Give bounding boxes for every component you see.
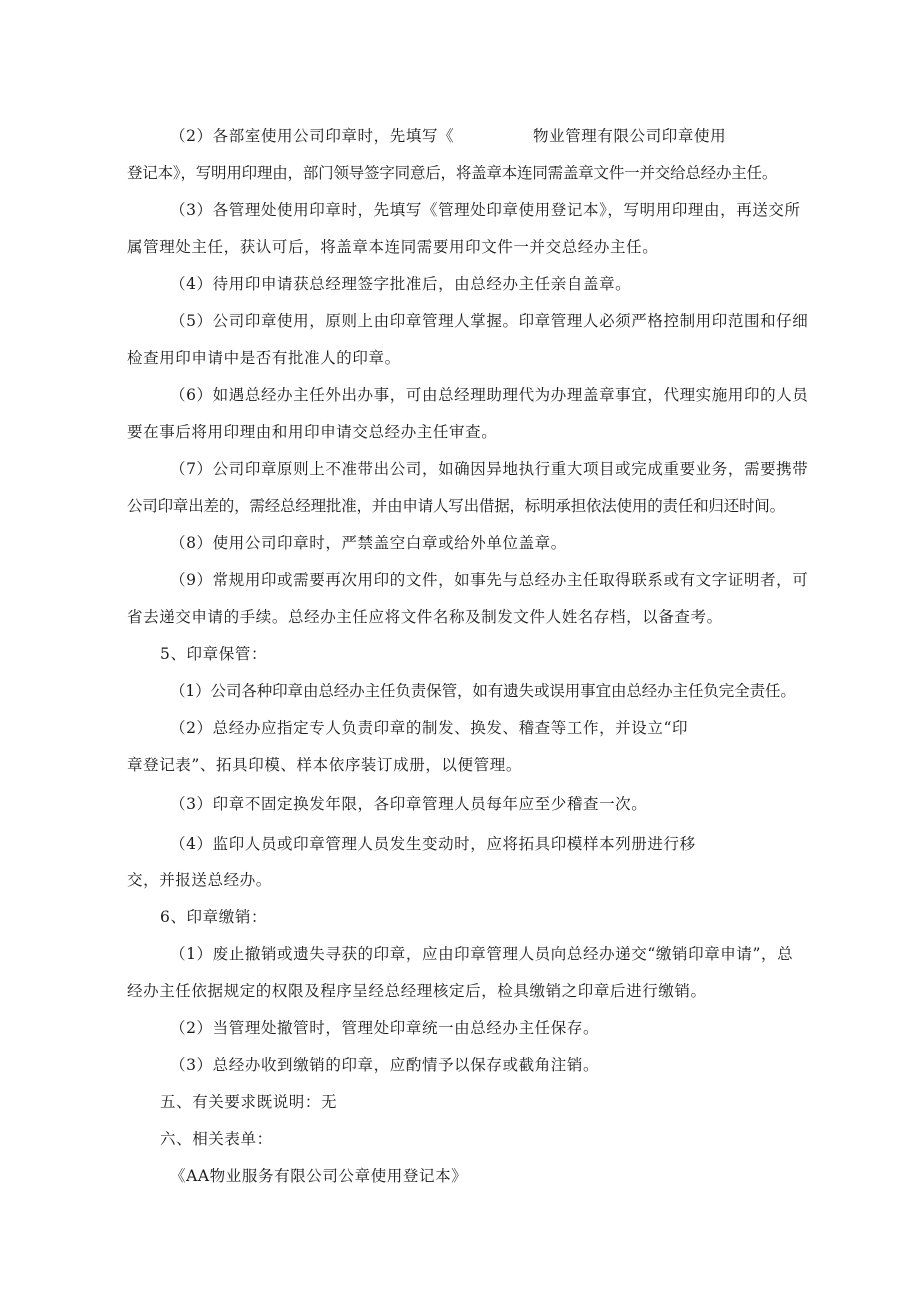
s6-para-1-line-2: 经办主任依据规定的权限及程序呈经总经理核定后，检具缴销之印章后进行缴销。 [127,982,707,1000]
para-8-line-1: （8）使用公司印章时，严禁盖空白章或给外单位盖章。 [170,534,567,552]
section-5-heading: 5、印章保管： [160,645,268,663]
s6-para-2-line-1: （2）当管理处撤管时，管理处印章统一由总经办主任保存。 [170,1019,600,1037]
para-6-line-2: 要在事后将用印理由和用印申请交总经办主任审查。 [127,423,498,441]
para-2-line-1b: 物业管理有限公司印章使用 [533,127,727,145]
para-5-line-1: （5）公司印章使用，原则上由印章管理人掌握。印章管理人必须严格控制用印范围和仔细 [170,312,809,330]
para-3-line-1: （3）各管理处使用印章时，先填写《管理处印章使用登记本》，写明用印理由，再送交所 [170,201,801,219]
s5-para-4-line-1: （4）监印人员或印章管理人员发生变动时，应将拓具印模样本列册进行移 [170,835,696,853]
section-five-heading: 五、有关要求既说明：无 [160,1093,338,1111]
para-2-line-1a: （2）各部室使用公司印章时，先填写《 [170,127,455,145]
para-9-line-1: （9）常规用印或需要再次用印的文件，如事先与总经办主任取得联系或有文字证明者，可 [170,571,809,589]
para-6-line-1: （6）如遇总经办主任外出办事，可由总经理助理代为办理盖章事宜，代理实施用印的人员 [170,386,809,404]
para-9-line-2: 省去递交申请的手续。总经办主任应将文件名称及制发文件人姓名存档，以备查考。 [127,608,723,626]
para-7-line-1: （7）公司印章原则上不准带出公司，如确因异地执行重大项目或完成重要业务，需要携带 [170,460,809,478]
s5-para-4-line-2: 交，并报送总经办。 [127,871,272,889]
s5-para-2-line-2: 章登记表”、拓具印模、样本依序装订成册，以便管理。 [127,756,522,774]
para-4-line-1: （4）待用印申请获总经理签字批准后，由总经办主任亲自盖章。 [170,275,632,293]
section-6-heading: 6、印章缴销： [160,908,268,926]
para-7-line-2: 公司印章出差的，需经总经理批准，并由申请人写出借据，标明承担依法使用的责任和归还时间。 [127,497,785,515]
s5-para-1-line-1: （1）公司各种印章由总经办主任负责保管，如有遗失或误用事宜由总经办主任负完全责任。 [170,682,796,700]
s5-para-3-line-1: （3）印章不固定换发年限，各印章管理人员每年应至少稽查一次。 [170,795,648,813]
s6-para-3-line-1: （3）总经办收到缴销的印章，应酌情予以保存或截角注销。 [170,1056,600,1074]
s6-para-1-line-1: （1）废止撤销或遗失寻获的印章，应由印章管理人员向总经办递交“缴销印章申请”，总 [170,945,794,963]
para-2-line-2: 登记本》，写明用印理由，部门领导签字同意后，将盖章本连同需盖章文件一并交给总经办主任。 [127,164,778,182]
section-six-heading: 六、相关表单： [160,1130,273,1148]
para-3-line-2: 属管理处主任，获认可后，将盖章本连同需要用印文件一并交总经办主任。 [127,238,659,256]
s5-para-2-line-1: （2）总经办应指定专人负责印章的制发、换发、稽查等工作，并设立“印 [170,719,689,737]
para-5-line-2: 检查用印申请中是否有批准人的印章。 [127,349,401,367]
related-form-title: 《AA物业服务有限公司公章使用登记本》 [170,1167,468,1185]
